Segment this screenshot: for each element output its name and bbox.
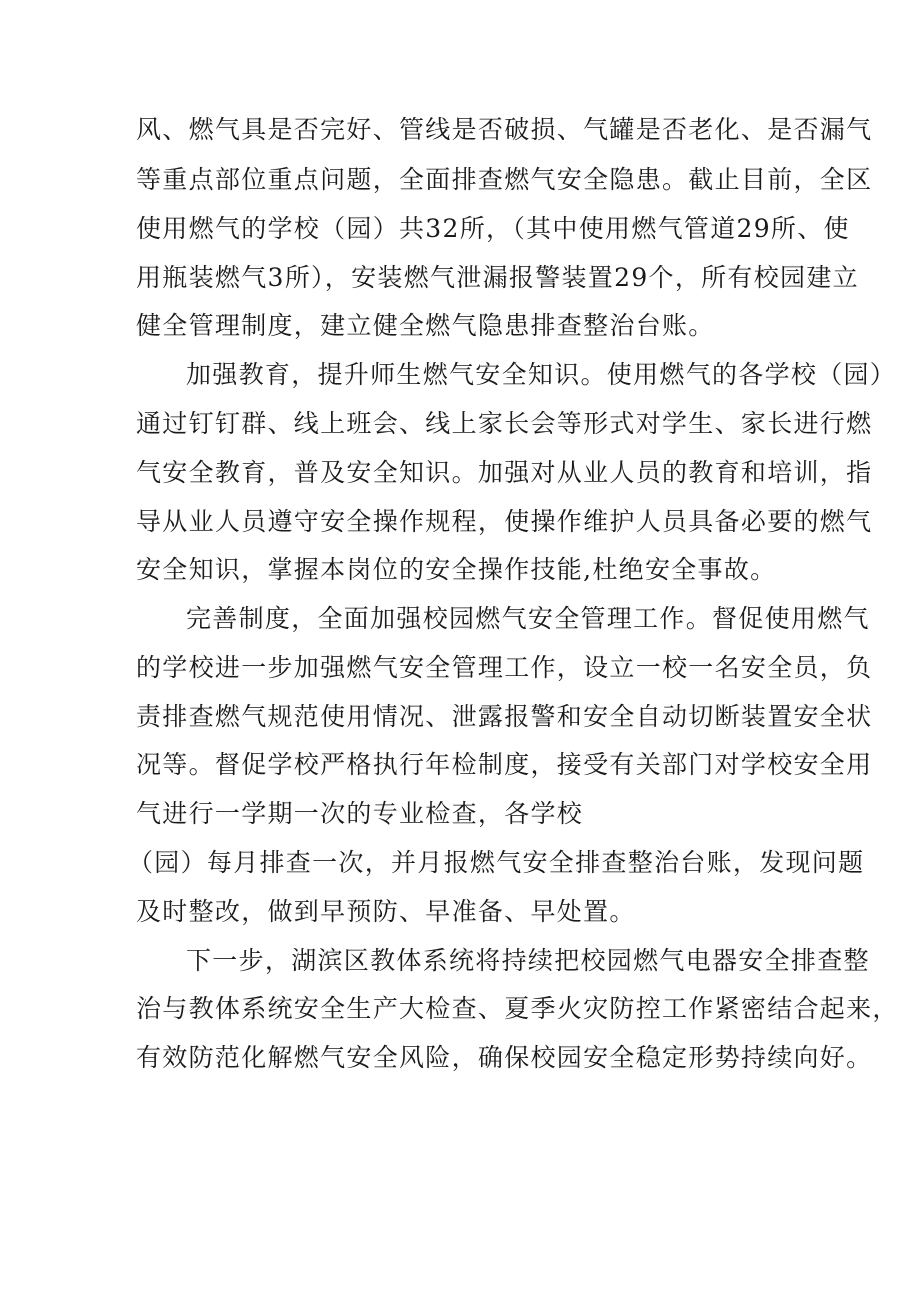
text-line: 气安全教育，普及安全知识。加强对从业人员的教育和培训，指 bbox=[136, 458, 873, 487]
text-line: 健全管理制度，建立健全燃气隐患排查整治台账。 bbox=[136, 311, 715, 340]
text-line: 导从业人员遵守安全操作规程，使操作维护人员具备必要的燃气 bbox=[136, 507, 873, 536]
text-line: 用瓶装燃气3所），安装燃气泄漏报警装置29个，所有校园建立 bbox=[136, 263, 859, 292]
paragraph-first-line: 加强教育，提升师生燃气安全知识。使用燃气的各学校（园） bbox=[186, 360, 897, 389]
text-line: 使用燃气的学校（园）共32所，（其中使用燃气管道29所、使 bbox=[136, 214, 850, 243]
text-line: 治与教体系统安全生产大检查、夏季火灾防控工作紧密结合起来， bbox=[136, 994, 899, 1023]
text-line: 有效防范化解燃气安全风险，确保校园安全稳定形势持续向好。 bbox=[136, 1043, 873, 1072]
paragraph-first-line: 完善制度，全面加强校园燃气安全管理工作。督促使用燃气 bbox=[186, 604, 870, 633]
text-line: 及时整改，做到早预防、早准备、早处置。 bbox=[136, 897, 636, 926]
text-line: 况等。督促学校严格执行年检制度，接受有关部门对学校安全用 bbox=[136, 750, 873, 779]
text-line: 责排查燃气规范使用情况、泄露报警和安全自动切断装置安全状 bbox=[136, 702, 873, 731]
text-line: 气进行一学期一次的专业检查，各学校 bbox=[136, 799, 584, 828]
text-line: （园）每月排查一次，并月报燃气安全排查整治台账，发现问题 bbox=[128, 848, 865, 877]
text-line: 通过钉钉群、线上班会、线上家长会等形式对学生、家长进行燃 bbox=[136, 409, 873, 438]
text-line: 等重点部位重点问题，全面排查燃气安全隐患。截止目前，全区 bbox=[136, 165, 873, 194]
text-line: 的学校进一步加强燃气安全管理工作，设立一校一名安全员，负 bbox=[136, 653, 873, 682]
paragraph-first-line: 下一步，湖滨区教体系统将持续把校园燃气电器安全排查整 bbox=[186, 946, 870, 975]
text-line: 安全知识，掌握本岗位的安全操作技能,杜绝安全事故。 bbox=[136, 555, 777, 584]
text-line: 风、燃气具是否完好、管线是否破损、气罐是否老化、是否漏气 bbox=[136, 115, 873, 144]
